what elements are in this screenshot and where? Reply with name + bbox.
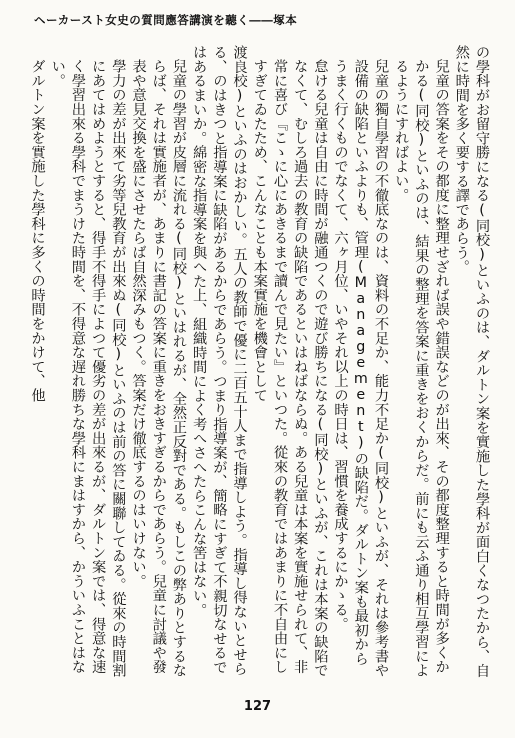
body-text bbox=[24, 45, 492, 680]
paragraph: の學科がお留守勝になる(同校)といふのは、ダルトン案を實施した學科が面白くなつたから、自然に時間を多く要する譯であらう。 bbox=[453, 45, 490, 678]
paragraph: 學力の差が出來て劣等兒教育が出來ぬ(同校)といふのは前の答に關聯してゐる。從來の時間割にあてはめようとすると、得手不得手によつて優劣の差が出來るが、ダルトン案では、得意な速く學習出來る學科でまうけた時間を、不得意な遅れ勝ちな學科にまはすから、かういふことはない。 bbox=[49, 59, 127, 678]
running-header: ヘーカースト女史の質問應答講演を聽く――塚本 bbox=[34, 13, 298, 27]
paragraph: ダルトン案を實施した學科に多くの時間をかけて、他 bbox=[29, 59, 46, 403]
paragraph: 怠ける兒童は自由に時間が融通つくので遊び勝ちになる(同校)といふが、これは本案の缺陷でなくて、むしろ過去の教育の缺陷であるといはねばならぬ。ある兒童は本案を實施せられて、非常に喜び『こゝに心にあきるまで讀んで見たい』といつた。從來の教育ではあまりに不自由にしすぎてゐたため、こんなことも本案實施を機會として bbox=[251, 59, 329, 678]
paragraph: 兒童の獨自學習の不徹底なのは、資料の不足か、能力不足か(同校)といふが、それは參考書や設備の缺陷といふよりも、管理(Management)の缺陷だ。ダルトン案も最初からうまく行くものでなくて、六ヶ月位、いやそれ以上の時日は、習慣を養成するにかゝる。 bbox=[332, 59, 389, 678]
paragraph: 兒童の學習が皮層に流れる(同校)といはれるが、全然正反對である。もしこの弊ありとするならば、それは實施者が、あまりに書記の答案に重きをおきすぎるからであらう。兒童に討議や發表や意見交換を盛にさせたらば自然深みもつく。答案だけ徹底するのはいけない。 bbox=[130, 59, 187, 678]
page-number: 127 bbox=[243, 699, 272, 714]
paragraph: 渡良校)といふのはおかしい。五人の教師で優に二百五十人まで指導しよう。指導し得ないとせらる、のはきつと指導案に缺陷があるからであらう。つまり指導案が、簡略にすぎて不親切なせるではあるまいか。綿密な指導案を與へた上、組織時間によく考へさへたらこんな筈はない。 bbox=[191, 45, 248, 676]
paragraph: 兒童の答案をその都度に整理せざれば誤や錯誤などのが出來、その都度整理すると時間が多くかかる(同校)といふのは、結果の整理を答案に重きをおくからだ。前にも云ふ通り相互學習によるようにすればよい。 bbox=[393, 59, 450, 678]
